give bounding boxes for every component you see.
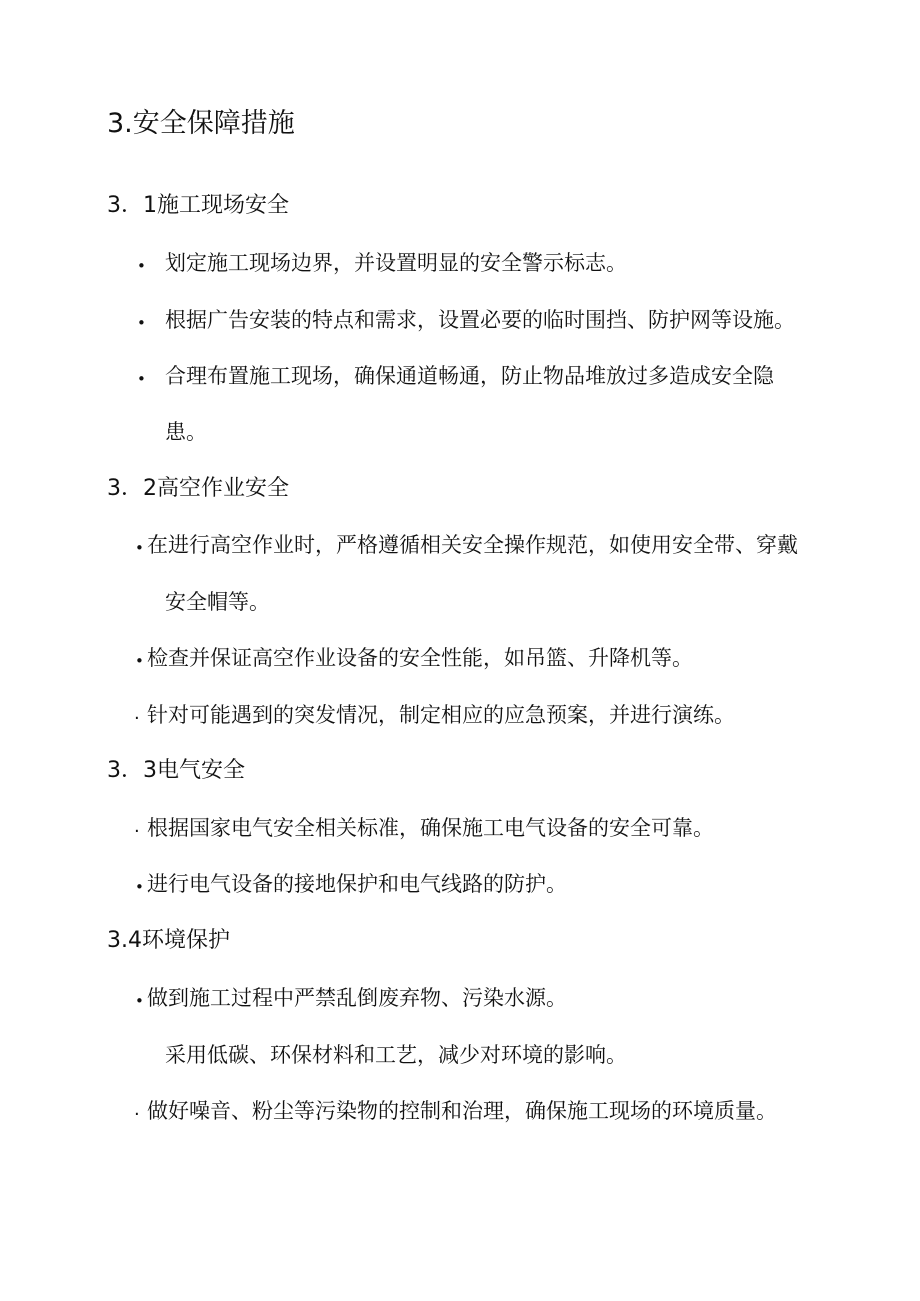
section-heading-3-1: 3．1施工现场安全 bbox=[107, 193, 289, 218]
bullet-marker: • bbox=[137, 257, 146, 275]
list-item-text: 根据广告安装的特点和需求，设置必要的临时围挡、防护网等设施。 bbox=[165, 308, 795, 332]
list-marker: . bbox=[134, 703, 140, 724]
bullet-marker: • bbox=[135, 539, 144, 557]
list-item-text: 做好噪音、粉尘等污染物的控制和治理，确保施工现场的环境质量。 bbox=[147, 1099, 777, 1123]
bullet-marker: • bbox=[135, 878, 144, 896]
list-item-text-continued: 患。 bbox=[165, 420, 207, 444]
list-item-text: 进行电气设备的接地保护和电气线路的防护。 bbox=[147, 872, 567, 896]
list-item-text-continued: 安全帽等。 bbox=[165, 590, 270, 614]
list-marker: . bbox=[134, 1099, 140, 1120]
bullet-marker: • bbox=[135, 652, 144, 670]
list-item-text: 划定施工现场边界，并设置明显的安全警示标志。 bbox=[165, 251, 627, 275]
bullet-marker: • bbox=[135, 992, 144, 1010]
list-item-text: 合理布置施工现场，确保通道畅通，防止物品堆放过多造成安全隐 bbox=[165, 364, 774, 388]
section-heading-3-4: 3.4环境保护 bbox=[107, 928, 230, 953]
bullet-marker: • bbox=[137, 314, 146, 332]
list-item-text: 做到施工过程中严禁乱倒废弃物、污染水源。 bbox=[147, 986, 567, 1010]
section-heading-3-2: 3．2高空作业安全 bbox=[107, 476, 289, 501]
list-item-text: 针对可能遇到的突发情况，制定相应的应急预案，并进行演练。 bbox=[147, 703, 735, 727]
page-title: 3.安全保障措施 bbox=[107, 108, 295, 139]
section-heading-3-3: 3．3电气安全 bbox=[107, 758, 245, 783]
bullet-marker: • bbox=[137, 370, 146, 388]
list-item-text: 在进行高空作业时，严格遵循相关安全操作规范，如使用安全带、穿戴 bbox=[147, 533, 798, 557]
list-item-text: 检查并保证高空作业设备的安全性能，如吊篮、升降机等。 bbox=[147, 646, 693, 670]
list-item-text: 采用低碳、环保材料和工艺，减少对环境的影响。 bbox=[165, 1043, 627, 1067]
list-marker: . bbox=[134, 816, 140, 837]
list-item-text: 根据国家电气安全相关标准，确保施工电气设备的安全可靠。 bbox=[147, 816, 714, 840]
